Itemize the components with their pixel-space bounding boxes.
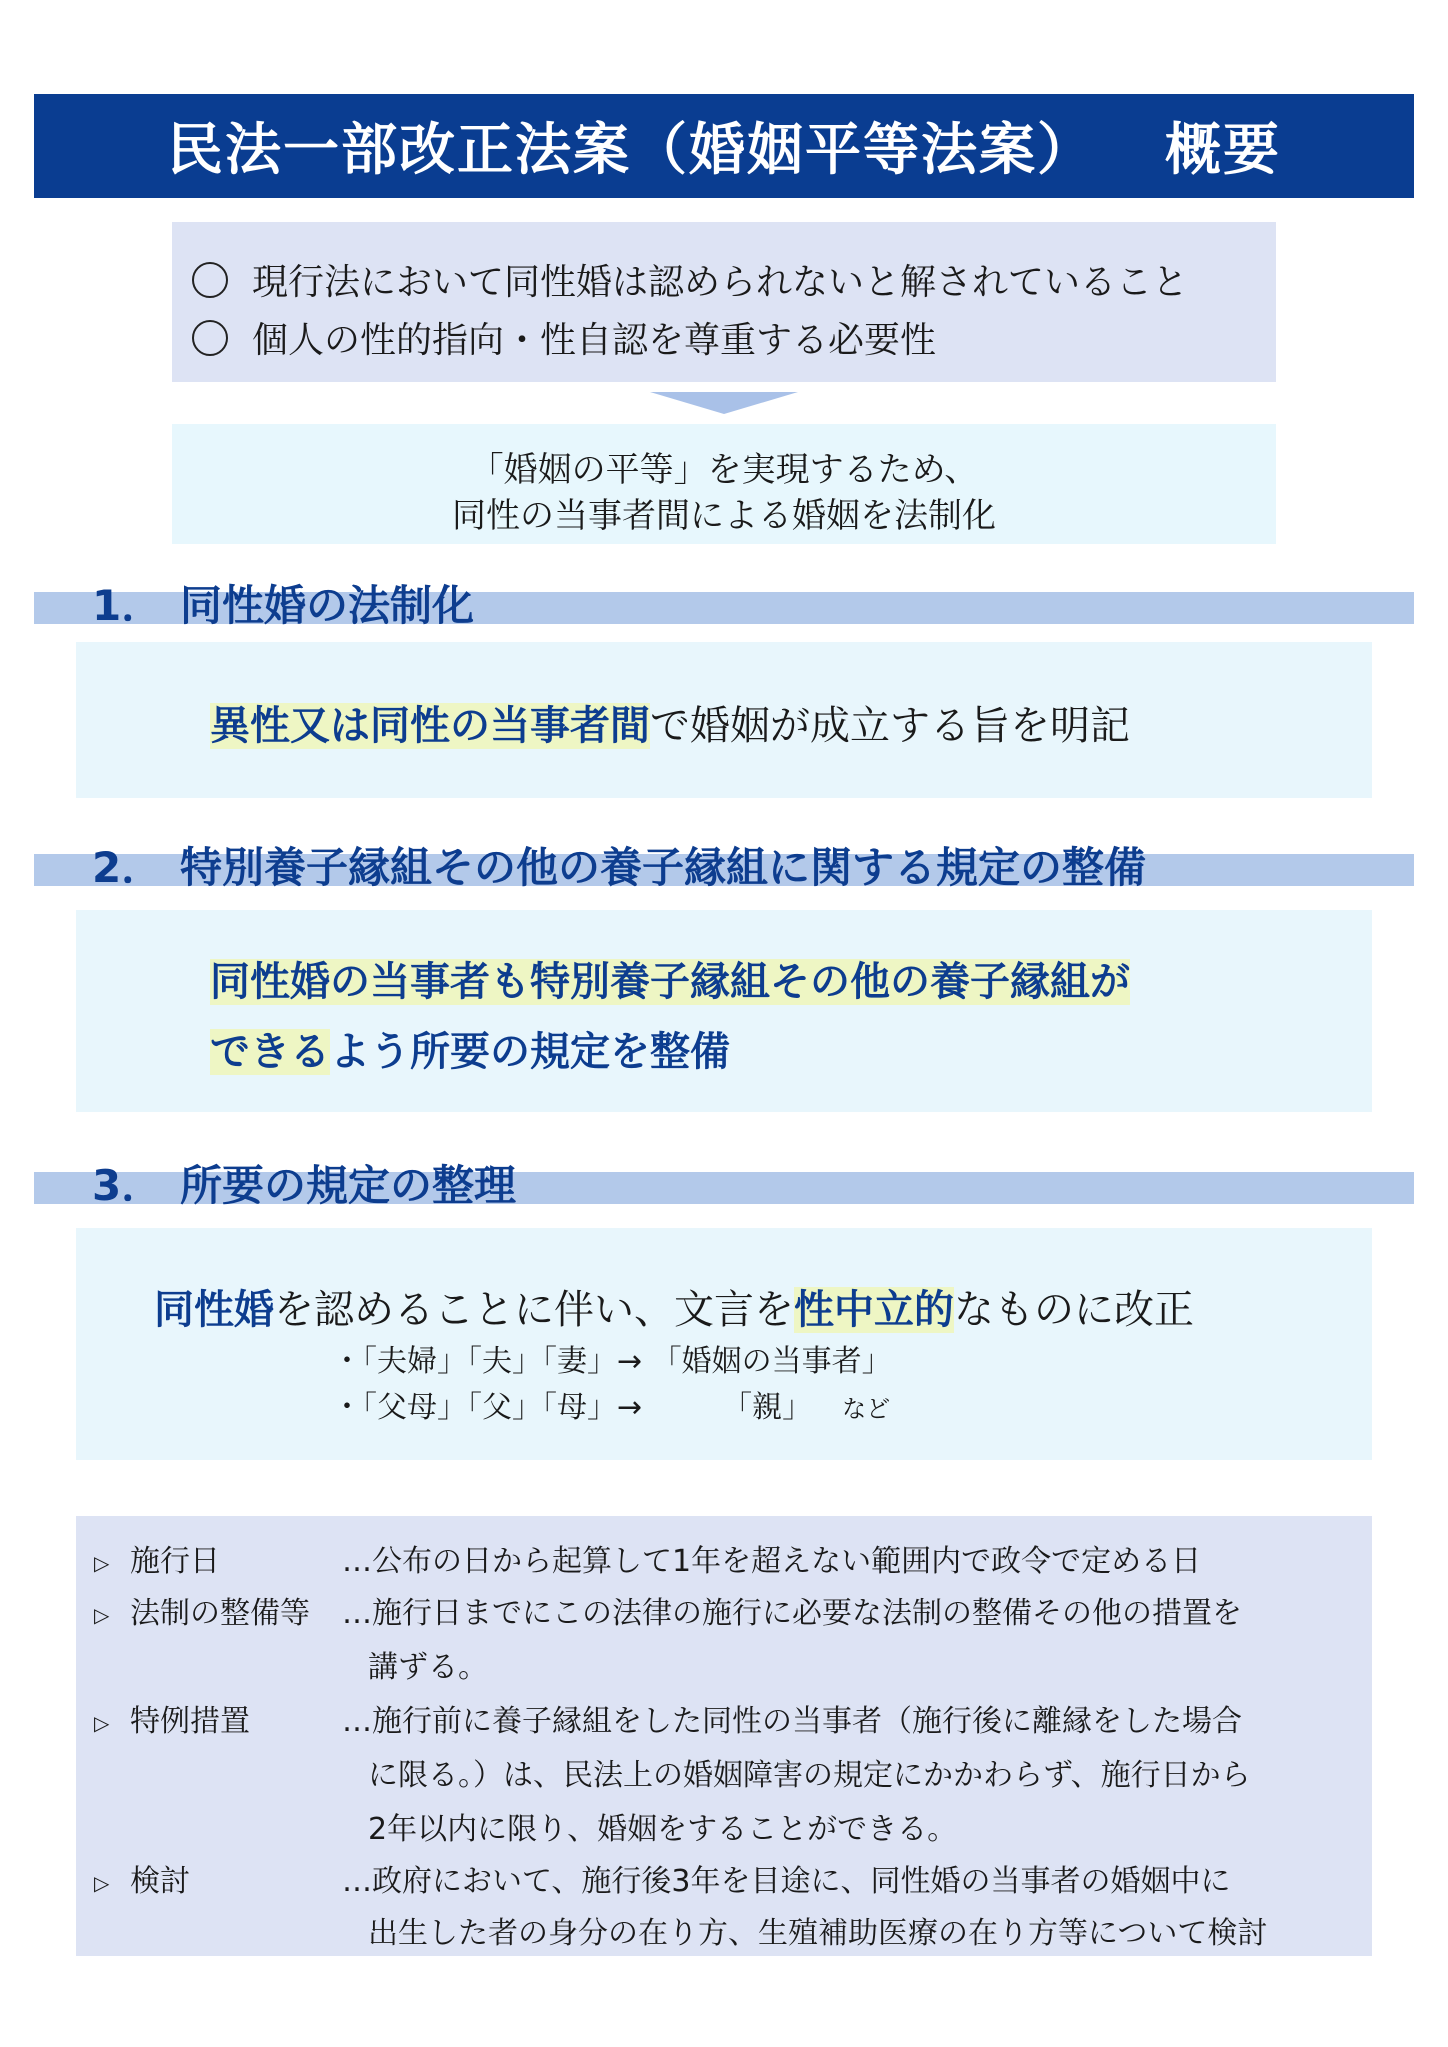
info-row-tokurei-cont1: に限る。）は、民法上の婚姻障害の規定にかかわらず、施行日から xyxy=(368,1758,1251,1793)
section-3-lead: 同性婚を認めることに伴い、文言を性中立的なものに改正 xyxy=(154,1287,1194,1333)
info-row-housei-cont: 講ずる。 xyxy=(368,1650,488,1685)
triangle-icon: ▷ xyxy=(94,1550,110,1575)
premise-box xyxy=(172,222,1276,382)
section-3-title: 3． 所要の規定の整理 xyxy=(92,1161,517,1210)
info-box xyxy=(76,1516,1372,1956)
triangle-icon: ▷ xyxy=(94,1870,110,1895)
info-row-kentou: ▷ 検討 …政府において、施行後3年を目途に、同性婚の当事者の婚姻中に xyxy=(94,1864,1231,1899)
conclusion-line2: 同性の当事者間による婚姻を法制化 xyxy=(452,496,996,536)
triangle-icon: ▷ xyxy=(94,1710,110,1735)
section-1-title: 1． 同性婚の法制化 xyxy=(92,581,475,630)
section-2-line2: できるよう所要の規定を整備 xyxy=(210,1029,730,1075)
section-3-sub2: ・「父母」「父」「母」→ 「親」 など xyxy=(332,1390,891,1425)
premise-item: 現行法において同性婚は認められないと解されていること xyxy=(192,254,1188,305)
section-1-text: 異性又は同性の当事者間で婚姻が成立する旨を明記 xyxy=(210,703,1130,749)
triangle-icon: ▷ xyxy=(94,1602,110,1627)
section-3-sub1: ・「夫婦」「夫」「妻」→ 「婚姻の当事者」 xyxy=(332,1344,892,1379)
info-row-shikoubi: ▷ 施行日 …公布の日から起算して1年を超えない範囲内で政令で定める日 xyxy=(94,1544,1202,1579)
premise-item: 個人の性的指向・性自認を尊重する必要性 xyxy=(192,312,936,363)
circle-icon xyxy=(192,262,228,298)
circle-icon xyxy=(192,320,228,356)
info-row-housei: ▷ 法制の整備等 …施行日までにこの法律の施行に必要な法制の整備その他の措置を xyxy=(94,1596,1242,1631)
section-3-box xyxy=(76,1228,1372,1460)
title-bar xyxy=(34,94,1414,198)
section-2-line1: 同性婚の当事者も特別養子縁組その他の養子縁組が xyxy=(210,959,1130,1005)
info-row-tokurei-cont2: 2年以内に限り、婚姻をすることができる。 xyxy=(368,1812,958,1847)
section-1-box xyxy=(76,642,1372,798)
title-main: 民法一部改正法案（婚姻平等法案） xyxy=(167,118,1095,183)
section-2-title: 2． 特別養子縁組その他の養子縁組に関する規定の整備 xyxy=(92,843,1147,892)
conclusion-box xyxy=(172,424,1276,544)
info-row-tokurei: ▷ 特例措置 …施行前に養子縁組をした同性の当事者（施行後に離縁をした場合 xyxy=(94,1704,1242,1739)
page-title xyxy=(34,94,1414,198)
conclusion-line1: 「婚姻の平等」を実現するため、 xyxy=(469,450,979,490)
info-row-kentou-cont: 出生した者の身分の在り方、生殖補助医療の在り方等について検討 xyxy=(368,1916,1268,1951)
title-sub: 概要 xyxy=(1165,118,1281,183)
down-arrow-icon xyxy=(650,392,798,414)
section-2-box xyxy=(76,910,1372,1112)
